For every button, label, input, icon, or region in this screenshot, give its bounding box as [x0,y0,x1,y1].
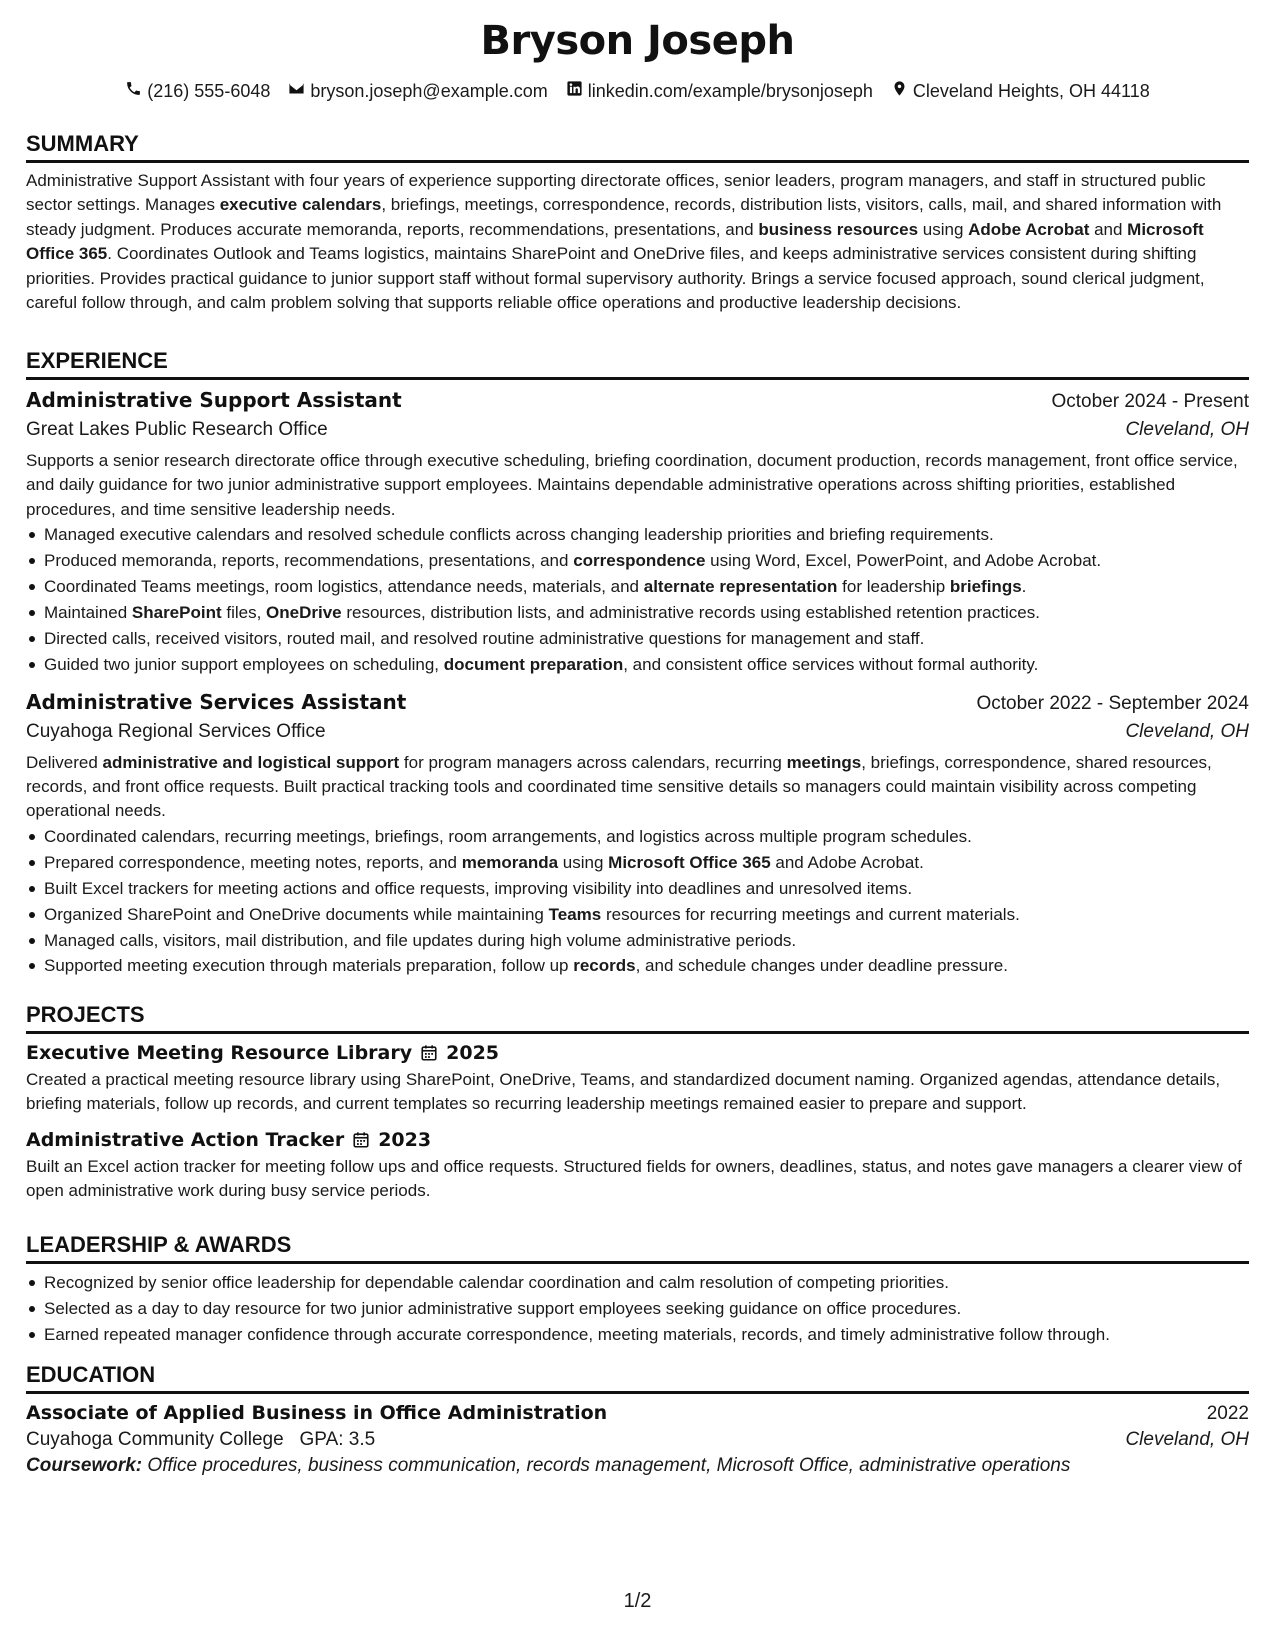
leadership-section [26,1232,1249,1348]
experience-heading: EXPERIENCE [26,348,1249,380]
job-entry [26,388,1249,678]
text-run: Coordinated Teams meetings, room logistics, attendance needs, materials, and [44,577,644,597]
text-run: Directed calls, received visitors, routed mail, and resolved routine administrative questions for management and staff. [44,628,925,648]
summary-section [26,131,1249,315]
text-run: resources, distribution lists, and administrative records using established retention practices. [341,602,1040,622]
text-run: , and consistent office services without formal authority. [623,654,1039,674]
list-item: Recognized by senior office leadership for dependable calendar coordination and calm resolution of competing priorities. [44,1270,1249,1296]
projects-section [26,1002,1249,1204]
list-item [44,626,1249,652]
text-run: . Coordinates Outlook and Teams logistics, maintains SharePoint and OneDrive files, and keeps administrative services consistent during shifting priorities. Provides practical guidance to junior support staff without formal supervisory authority. Brings a service focused approach, sound clerical judgment, careful follow through, and calm problem solving that supports reliable office operations and productive leadership decisions. [26,244,1205,313]
project-year: 2023 [378,1128,432,1151]
text-run: Managed calls, visitors, mail distribution, and file updates during high volume administrative periods. [44,930,797,950]
emphasis-text: alternate representation [643,577,838,597]
text-run: Supported meeting execution through materials preparation, follow up [44,956,574,976]
degree-title: Associate of Applied Business in Office Administration [26,1402,608,1424]
text-run: , briefings, correspondence, shared resources, records, and front office requests. Built practical tracking tools and coordinated time sensitive details so managers could maintain visibility across competing operational needs. [26,752,1212,821]
text-run: Managed executive calendars and resolved schedule conflicts across changing leadership priorities and briefing requirements. [44,525,994,545]
project-entry [26,1042,1249,1117]
job-location: Cleveland, OH [1125,720,1249,742]
summary-text [26,169,1249,315]
school-location: Cleveland, OH [1125,1429,1249,1450]
text-run: for program managers across calendars, recurring [399,752,787,772]
emphasis-text: executive calendars [219,195,382,215]
job-title: Administrative Services Assistant [26,689,407,714]
text-run: and [1089,219,1128,239]
calendar-icon [420,1044,438,1062]
text-run: files, [221,602,267,622]
project-title: Executive Meeting Resource Library [26,1042,413,1064]
list-item [44,574,1249,600]
job-bullets [26,522,1249,677]
contact-phone [125,80,270,102]
phone-icon [125,80,142,102]
emphasis-text: Microsoft Office 365 [608,852,771,872]
emphasis-text: Adobe Acrobat [968,219,1090,239]
emphasis-text: OneDrive [266,602,342,622]
text-run: using [918,219,969,239]
project-year: 2025 [446,1042,500,1064]
graduation-year: 2022 [1206,1403,1249,1424]
project-entry [26,1129,1249,1204]
linkedin-link[interactable]: linkedin.com/example/brysonjoseph [587,80,873,101]
text-run: Built Excel trackers for meeting actions and office requests, improving visibility into deadlines and unresolved items. [44,878,913,898]
job-bullets [26,824,1249,979]
emphasis-text: administrative and logistical support [102,752,400,772]
location-text: Cleveland Heights, OH 44118 [912,80,1150,101]
emphasis-text: SharePoint [131,602,222,622]
list-item [44,902,1249,928]
text-run: Produced memoranda, reports, recommendations, presentations, and [44,551,574,571]
coursework-label: Coursework: [26,1455,143,1476]
contact-location [891,80,1150,102]
envelope-icon [288,80,305,102]
candidate-name: Bryson Joseph [480,18,795,64]
contact-linkedin[interactable] [566,80,873,102]
list-item [44,652,1249,678]
emphasis-text: memoranda [461,852,559,872]
contact-email[interactable] [288,80,547,102]
job-organization: Cuyahoga Regional Services Office [26,720,326,742]
text-run: , briefings, meetings, correspondence, records, distribution lists, visitors, calls, mail, and shared information with steady judgment. Produces accurate memoranda, reports, recommendations, presentations, and [26,195,1222,239]
list-item [44,548,1249,574]
text-run: , and schedule changes under deadline pressure. [635,956,1008,976]
text-run: Administrative Support Assistant with four years of experience supporting directorate offices, senior leaders, program managers, and staff in structured public sector settings. Manages [26,171,1206,215]
leadership-heading: LEADERSHIP & AWARDS [26,1232,1249,1264]
calendar-icon [352,1131,370,1149]
emphasis-text: records [573,956,636,976]
coursework [26,1455,1249,1477]
experience-section [26,348,1249,979]
text-run: for leadership [837,577,950,597]
linkedin-icon [566,80,583,102]
job-title: Administrative Support Assistant [26,388,402,412]
text-run: Guided two junior support employees on scheduling, [44,654,444,674]
emphasis-text: briefings [949,577,1022,597]
text-run: resources for recurring meetings and current materials. [601,904,1020,924]
leadership-bullets [26,1270,1249,1348]
emphasis-text: meetings [786,752,862,772]
job-description [26,449,1249,522]
text-run: and Adobe Acrobat. [770,852,924,872]
text-run: using Word, Excel, PowerPoint, and Adobe Acrobat. [705,551,1102,571]
job-date: October 2022 - September 2024 [976,692,1249,714]
text-run: Coordinated calendars, recurring meetings, briefings, room arrangements, and logistics across multiple program schedules. [44,826,972,846]
list-item: Selected as a day to day resource for two junior administrative support employees seeking guidance on office procedures. [44,1296,1249,1322]
project-title: Administrative Action Tracker [26,1128,345,1151]
contact-bar [0,80,1275,102]
emphasis-text: correspondence [573,551,706,571]
job-description [26,751,1249,824]
emphasis-text: Microsoft Office 365 [26,219,1204,264]
emphasis-text: document preparation [443,654,624,674]
text-run: Supports a senior research directorate office through executive scheduling, briefing coordination, document production, records management, front office service, and daily guidance for two junior administrative support employees. Maintains dependable administrative operations across shifting priorities, established procedures, and time sensitive leadership needs. [26,451,1238,519]
text-run: Delivered [26,752,103,772]
map-pin-icon [891,80,908,102]
list-item [44,600,1249,626]
projects-heading: PROJECTS [26,1002,1249,1034]
text-run: Maintained [44,602,132,622]
job-date: October 2024 - Present [1051,391,1249,412]
education-section [26,1362,1249,1477]
list-item [44,876,1249,902]
email-link[interactable]: bryson.joseph@example.com [310,80,548,101]
list-item: Earned repeated manager confidence through accurate correspondence, meeting materials, records, and timely administrative follow through. [44,1322,1249,1348]
coursework-list: Office procedures, business communication, records management, Microsoft Office, administrative operations [147,1455,1071,1476]
project-description: Built an Excel action tracker for meeting follow ups and office requests. Structured fields for owners, deadlines, status, and notes gave managers a clearer view of open administrative work during busy service periods. [26,1156,1242,1201]
job-entry [26,690,1249,980]
emphasis-text: Teams [548,904,602,924]
education-heading: EDUCATION [26,1362,1249,1394]
text-run: Organized SharePoint and OneDrive documents while maintaining [44,904,549,924]
text-run: . [1021,577,1027,597]
school-name: Cuyahoga Community College [26,1429,284,1450]
list-item [44,824,1249,850]
phone-number: (216) 555-6048 [147,80,271,101]
job-location: Cleveland, OH [1125,419,1249,440]
list-item [44,850,1249,876]
gpa: GPA: 3.5 [299,1429,376,1450]
list-item [44,953,1249,979]
page-number: 1/2 [623,1590,652,1612]
summary-heading: SUMMARY [26,131,1249,163]
list-item [44,522,1249,548]
list-item [44,928,1249,954]
emphasis-text: business resources [758,219,919,239]
job-organization: Great Lakes Public Research Office [26,419,328,440]
text-run: Prepared correspondence, meeting notes, reports, and [44,852,462,872]
project-description: Created a practical meeting resource library using SharePoint, OneDrive, Teams, and standardized document naming. Organized agendas, attendance details, briefing materials, follow up records, and current templates so recurring leadership meetings remained easier to prepare and support. [26,1070,1221,1114]
text-run: using [558,852,609,872]
